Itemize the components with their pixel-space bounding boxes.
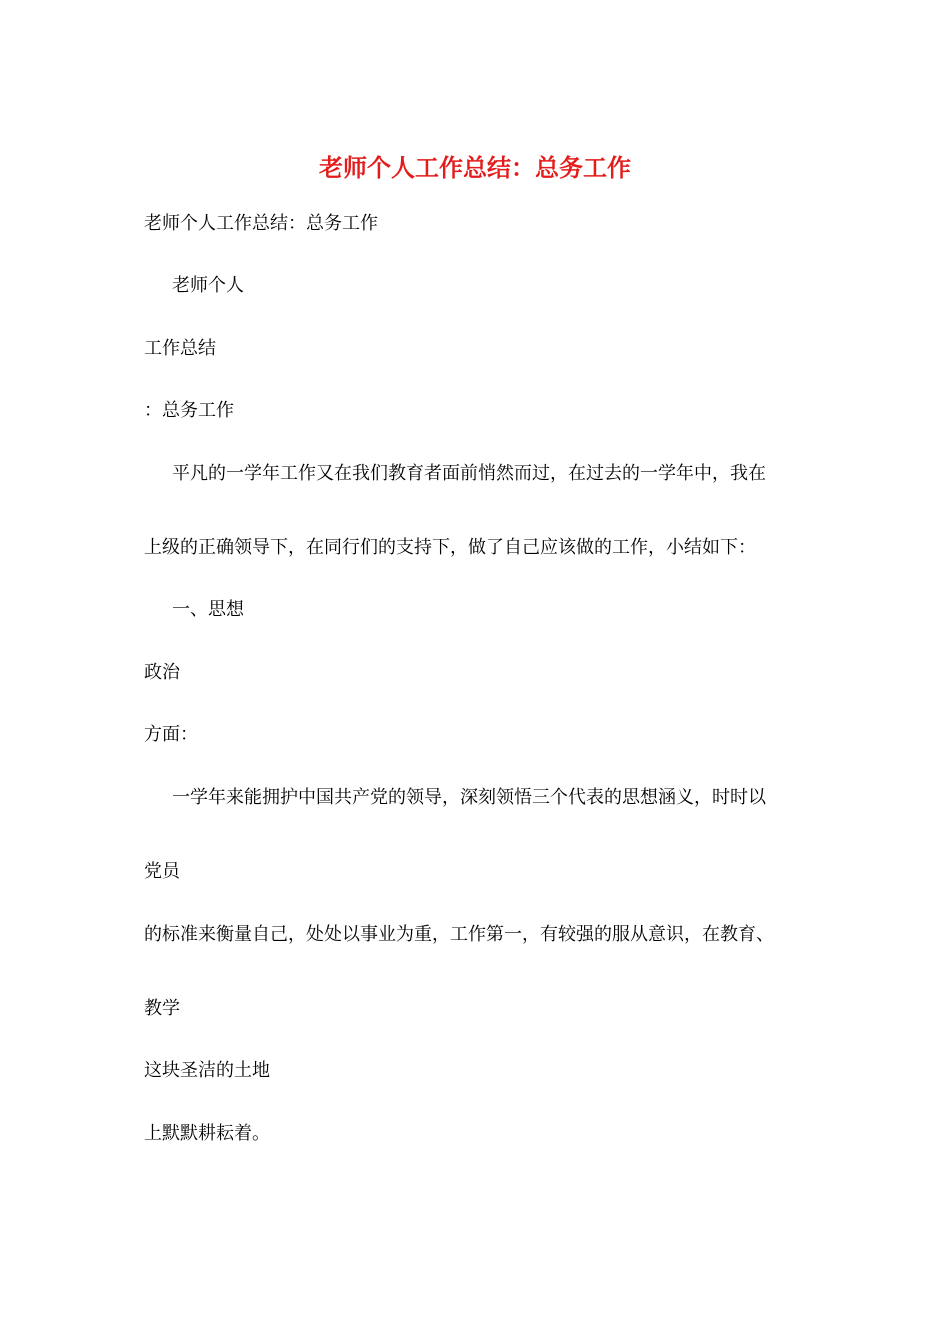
text-line: 老师个人工作总结：总务工作 xyxy=(144,213,378,234)
text-line: 老师个人 xyxy=(172,275,244,296)
paragraph-line: 上级的正确领导下，在同行们的支持下，做了自己应该做的工作，小结如下： xyxy=(144,537,756,558)
paragraph-line: 的标准来衡量自己，处处以事业为重，工作第一，有较强的服从意识，在教育、 xyxy=(144,924,774,945)
paragraph-line: 平凡的一学年工作又在我们教育者面前悄然而过，在过去的一学年中，我在 xyxy=(172,463,766,484)
text-line: 政治 xyxy=(144,662,180,683)
text-line: 工作总结 xyxy=(144,338,216,359)
text-line: 方面： xyxy=(144,724,198,745)
text-line: 这块圣洁的土地 xyxy=(144,1060,270,1081)
text-line: 教学 xyxy=(144,998,180,1019)
text-line: 上默默耕耘着。 xyxy=(144,1123,270,1144)
text-line: 党员 xyxy=(144,861,180,882)
section-heading: 一、思想 xyxy=(172,599,244,620)
text-line: ：总务工作 xyxy=(144,400,234,421)
paragraph-line: 一学年来能拥护中国共产党的领导，深刻领悟三个代表的思想涵义，时时以 xyxy=(172,787,766,808)
document-title: 老师个人工作总结：总务工作 xyxy=(319,153,631,182)
